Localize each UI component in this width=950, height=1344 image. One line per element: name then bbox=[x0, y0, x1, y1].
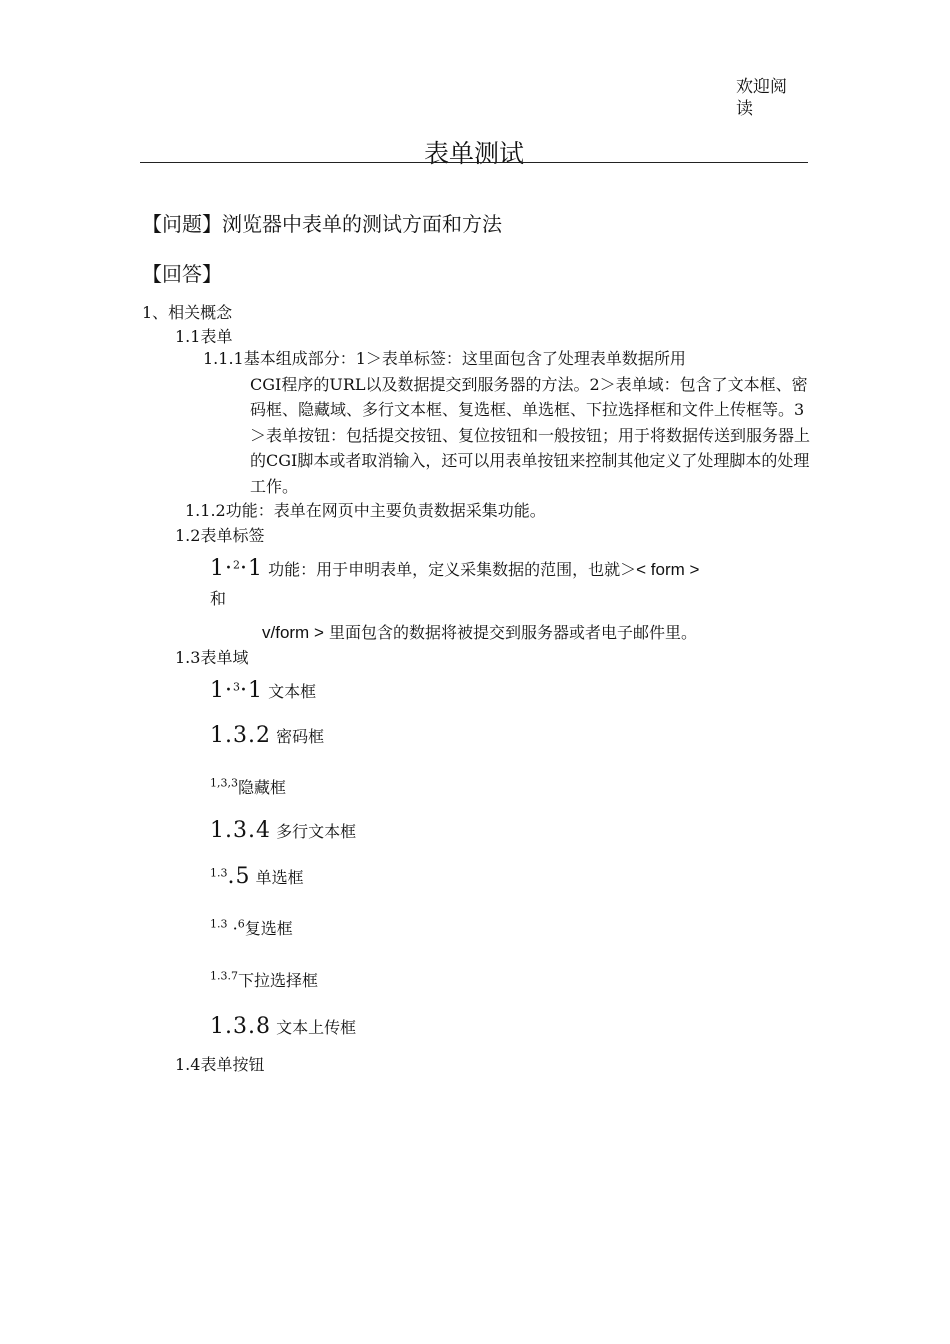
section-1-3-4-line bbox=[210, 818, 356, 843]
section-1-3-8-text: 文本上传框 bbox=[276, 1018, 357, 1037]
title-underline bbox=[140, 162, 808, 163]
section-1-2-1-he: 和 bbox=[210, 589, 227, 608]
section-1-3-6-number-sup2: 6 bbox=[237, 917, 245, 931]
section-1-3-3-number: 1,3,3 bbox=[210, 776, 238, 790]
welcome-text: 欢迎阅读 bbox=[736, 77, 787, 119]
section-1-3-1-number-a: 1· bbox=[210, 678, 233, 703]
section-1-3-heading: 1.3表单域 bbox=[175, 648, 249, 667]
section-1-1-2-text: 1.1.2功能：表单在网页中主要负责数据采集功能。 bbox=[185, 501, 546, 520]
section-1-3-7-number: 1.3.7 bbox=[210, 969, 238, 983]
section-1-heading: 1、相关概念 bbox=[142, 303, 233, 322]
section-1-3-1-line bbox=[210, 678, 316, 703]
section-1-3-7-line bbox=[210, 968, 318, 991]
section-1-3-7-text: 下拉选择框 bbox=[238, 971, 319, 990]
question-heading: 【问题】浏览器中表单的测试方面和方法 bbox=[142, 212, 502, 236]
form-tag-text: < form > bbox=[636, 560, 700, 579]
section-1-3-8-line bbox=[210, 1014, 356, 1039]
section-1-2-1-number-sup: 2 bbox=[233, 558, 240, 572]
section-1-3-4-text: 多行文本框 bbox=[276, 822, 357, 841]
section-1-3-2-text: 密码框 bbox=[276, 727, 325, 746]
form-close-tag-text: v/form > bbox=[262, 623, 324, 642]
section-1-3-1-text: 文本框 bbox=[268, 682, 317, 701]
section-1-2-heading: 1.2表单标签 bbox=[175, 526, 265, 545]
section-1-3-6-number-sup: 1.3 bbox=[210, 917, 228, 931]
section-1-2-1-line2-text: 里面包含的数据将被提交到服务器或者电子邮件里。 bbox=[328, 623, 697, 642]
section-1-2-1-line bbox=[210, 556, 699, 581]
section-1-3-5-number-b: .5 bbox=[227, 864, 251, 889]
section-1-3-5-text: 单选框 bbox=[255, 868, 304, 887]
section-1-3-5-number-sup: 1.3 bbox=[210, 866, 228, 880]
section-1-1-1-paragraph bbox=[203, 346, 811, 499]
section-1-3-2-number: 1.3.2 bbox=[210, 723, 271, 748]
section-1-1-heading: 1.1表单 bbox=[175, 327, 233, 346]
section-1-3-1-number-b: ·1 bbox=[240, 678, 263, 703]
section-1-3-1-number-sup: 3 bbox=[233, 680, 240, 694]
section-1-4-heading: 1.4表单按钮 bbox=[175, 1055, 265, 1074]
section-1-2-1-text: 功能：用于申明表单，定义采集数据的范围，也就＞ bbox=[268, 560, 637, 579]
section-1-1-1-body: CGI程序的URL以及数据提交到服务器的方法。2＞表单域：包含了文本框、密码框、隐藏域、多行文本框、复选框、单选框、下拉选择框和文件上传框等。3＞表单按钮：包括提交按钮、复位按钮和一般按钮；用于将数据传送到服务器上的CGI脚本或者取消输入，还可以用表单按钮来控制其他定义了处理脚本的处理工作。 bbox=[250, 374, 811, 496]
document-title: 表单测试 bbox=[423, 139, 524, 168]
section-1-3-5-line bbox=[210, 864, 304, 889]
section-1-3-8-number: 1.3.8 bbox=[210, 1014, 271, 1039]
answer-heading: 【回答】 bbox=[142, 262, 222, 286]
section-1-3-3-text: 隐藏框 bbox=[238, 778, 287, 797]
section-1-3-6-text: 复选框 bbox=[244, 919, 293, 938]
section-1-3-3-line bbox=[210, 775, 286, 798]
section-1-2-1-number-a: 1· bbox=[210, 556, 233, 581]
section-1-2-1-number-b: ·1 bbox=[240, 556, 263, 581]
section-1-3-4-number: 1.3.4 bbox=[210, 818, 271, 843]
section-1-1-1-first-line: 1.1.1基本组成部分：1＞表单标签：这里面包含了处理表单数据所用 bbox=[203, 349, 686, 368]
section-1-3-2-line bbox=[210, 723, 324, 748]
section-1-2-1-line2 bbox=[262, 620, 697, 643]
section-1-3-6-number-dot: · bbox=[232, 919, 238, 938]
section-1-3-6-line bbox=[210, 916, 293, 939]
